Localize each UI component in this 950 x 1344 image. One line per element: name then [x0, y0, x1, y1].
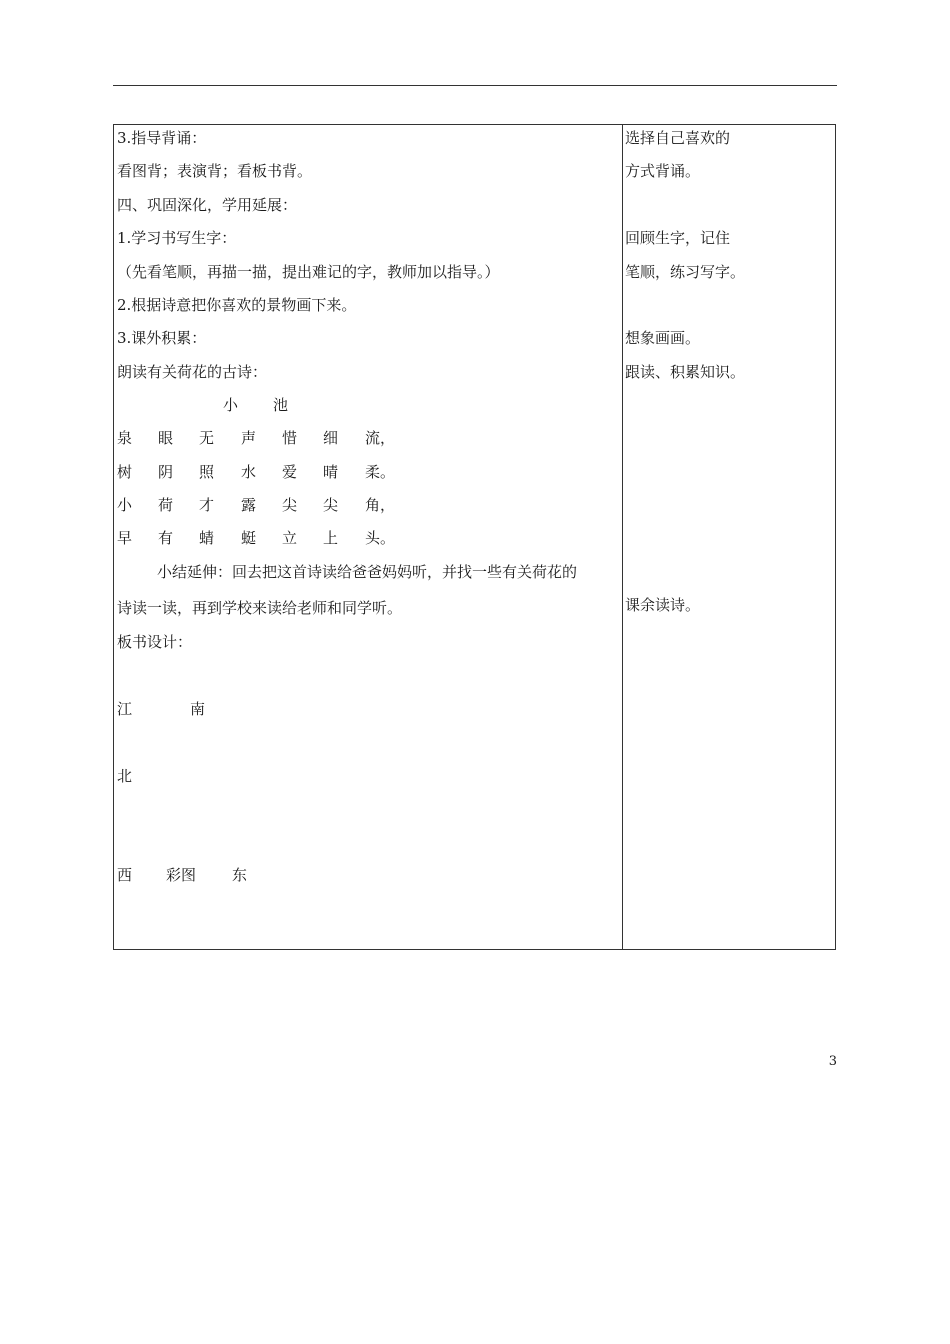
- poem-char: 晴: [323, 463, 339, 481]
- poem-char: 树: [117, 463, 133, 481]
- poem-char: 流，: [365, 429, 396, 447]
- summary-line-1: 小结延伸：回去把这首诗读给爸爸妈妈听，并找一些有关荷花的: [157, 563, 578, 581]
- poem-char: 柔。: [365, 463, 396, 481]
- poem-char: 爱: [282, 463, 298, 481]
- poem-char: 阴: [158, 463, 174, 481]
- poem-char: 立: [282, 529, 298, 547]
- poem-char: 尖: [323, 496, 339, 514]
- board-jiang: 江: [117, 700, 133, 718]
- board-bei: 北: [117, 767, 133, 785]
- poem-title-char: 小: [223, 396, 239, 414]
- poem-char: 早: [117, 529, 133, 547]
- draw-scenery-item: 2.根据诗意把你喜欢的景物画下来。: [117, 296, 357, 314]
- note-draw: 想象画画。: [625, 329, 701, 347]
- poem-char: 荷: [158, 496, 174, 514]
- note-write-2: 笔顺，练习写字。: [625, 263, 746, 281]
- section-four-heading: 四、巩固深化，学用延展：: [117, 196, 298, 214]
- poem-title-char: 池: [273, 396, 289, 414]
- poem-line: [117, 528, 417, 548]
- guide-recite-heading: 3.指导背诵：: [117, 129, 207, 147]
- poem-char: 小: [117, 496, 133, 514]
- board-xi: 西: [117, 866, 133, 884]
- board-nan: 南: [190, 700, 206, 718]
- poem-char: 有: [158, 529, 174, 547]
- write-characters-heading: 1.学习书写生字：: [117, 229, 237, 247]
- poem-char: 才: [199, 496, 215, 514]
- note-recite-2: 方式背诵。: [625, 162, 701, 180]
- poem-char: 尖: [282, 496, 298, 514]
- poem-line: [117, 495, 417, 515]
- poem-char: 眼: [158, 429, 174, 447]
- poem-char: 蜻: [199, 529, 215, 547]
- read-poem-intro: 朗读有关荷花的古诗：: [117, 363, 268, 381]
- poem-char: 泉: [117, 429, 133, 447]
- page-number: 3: [828, 1054, 837, 1069]
- poem-line: [117, 428, 417, 448]
- note-after-class: 课余读诗。: [625, 596, 701, 614]
- recite-methods: 看图背；表演背；看板书背。: [117, 162, 313, 180]
- poem-line: [117, 462, 417, 482]
- poem-char: 照: [199, 463, 215, 481]
- poem-char: 角，: [365, 496, 396, 514]
- poem-char: 露: [241, 496, 257, 514]
- column-divider: [622, 124, 623, 950]
- poem-title: [117, 395, 417, 415]
- extracurricular-heading: 3.课外积累：: [117, 329, 207, 347]
- note-recite-1: 选择自己喜欢的: [625, 129, 731, 147]
- poem-char: 声: [241, 429, 257, 447]
- summary-line-2: 诗读一读，再到学校来读给老师和同学听。: [117, 599, 403, 617]
- poem-char: 细: [323, 429, 339, 447]
- poem-char: 蜓: [241, 529, 257, 547]
- poem-char: 水: [241, 463, 257, 481]
- note-write-1: 回顾生字，记住: [625, 229, 731, 247]
- note-read-along: 跟读、积累知识。: [625, 363, 746, 381]
- header-rule: [113, 85, 837, 86]
- poem-char: 头。: [365, 529, 396, 547]
- board-dong: 东: [232, 866, 248, 884]
- write-characters-note: （先看笔顺，再描一描，提出难记的字，教师加以指导。）: [117, 263, 500, 281]
- board-caitu: 彩图: [166, 866, 197, 884]
- poem-char: 无: [199, 429, 215, 447]
- board-design-heading: 板书设计：: [117, 633, 193, 651]
- poem-char: 惜: [282, 429, 298, 447]
- poem-char: 上: [323, 529, 339, 547]
